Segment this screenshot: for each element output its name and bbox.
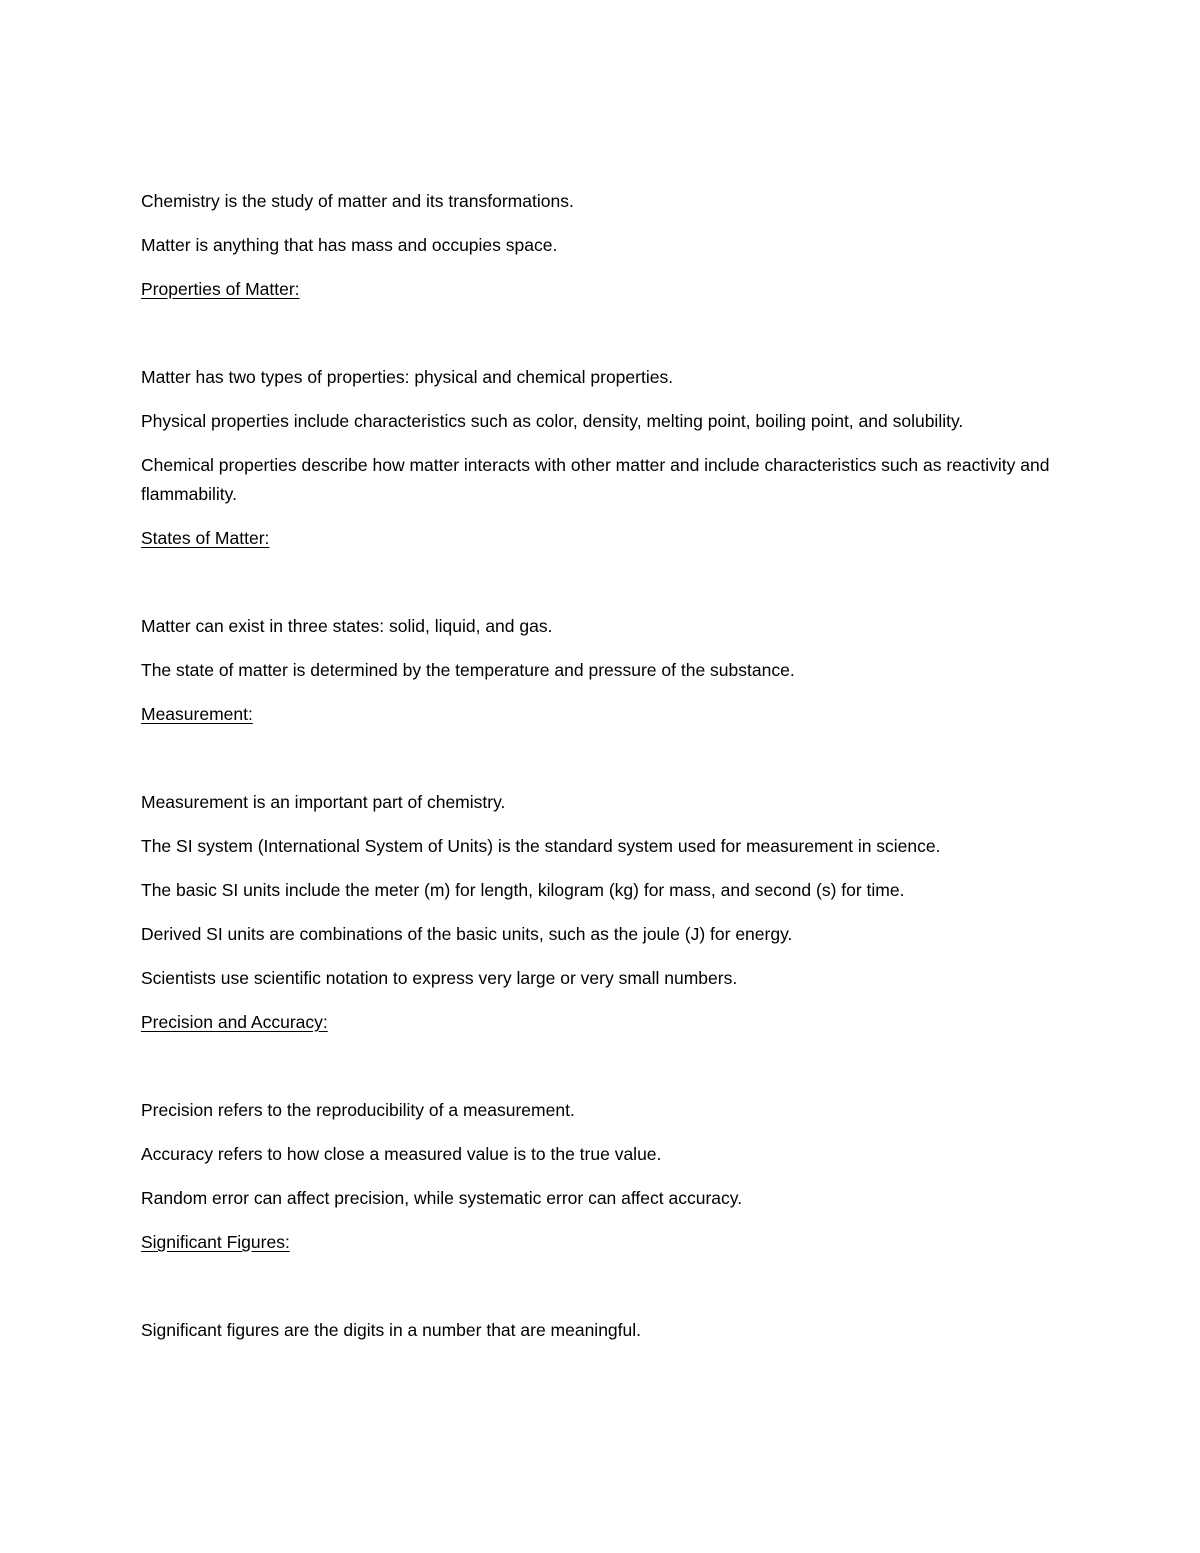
section-heading-states: States of Matter: (141, 528, 270, 548)
section-paragraph: Measurement is an important part of chemistry. (141, 792, 506, 812)
section-paragraph: The basic SI units include the meter (m) for length, kilogram (kg) for mass, and second (s) for time. (141, 880, 905, 900)
section-paragraph: Precision refers to the reproducibility of a measurement. (141, 1100, 575, 1120)
section-paragraph: Physical properties include characteristics such as color, density, melting point, boiling point, and solubility. (141, 411, 964, 431)
document-body (141, 187, 1061, 1360)
section-paragraph: Scientists use scientific notation to express very large or very small numbers. (141, 968, 738, 988)
section-heading-properties: Properties of Matter: (141, 279, 300, 299)
section-paragraph: Derived SI units are combinations of the basic units, such as the joule (J) for energy. (141, 924, 793, 944)
section-paragraph: Matter has two types of properties: physical and chemical properties. (141, 367, 674, 387)
section-paragraph: The state of matter is determined by the temperature and pressure of the substance. (141, 660, 795, 680)
section-paragraph: Matter can exist in three states: solid, liquid, and gas. (141, 616, 553, 636)
section-heading-precision-accuracy: Precision and Accuracy: (141, 1012, 328, 1032)
section-paragraph: Accuracy refers to how close a measured value is to the true value. (141, 1144, 662, 1164)
section-paragraph: The SI system (International System of Units) is the standard system used for measurement in science. (141, 836, 941, 856)
intro-paragraph: Matter is anything that has mass and occupies space. (141, 235, 558, 255)
section-paragraph: Chemical properties describe how matter interacts with other matter and include characteristics such as reactivity and flammability. (141, 455, 1050, 504)
section-heading-significant-figures: Significant Figures: (141, 1232, 290, 1252)
section-paragraph: Random error can affect precision, while systematic error can affect accuracy. (141, 1188, 743, 1208)
section-paragraph: Significant figures are the digits in a number that are meaningful. (141, 1320, 642, 1340)
section-heading-measurement: Measurement: (141, 704, 253, 724)
intro-paragraph: Chemistry is the study of matter and its transformations. (141, 191, 574, 211)
